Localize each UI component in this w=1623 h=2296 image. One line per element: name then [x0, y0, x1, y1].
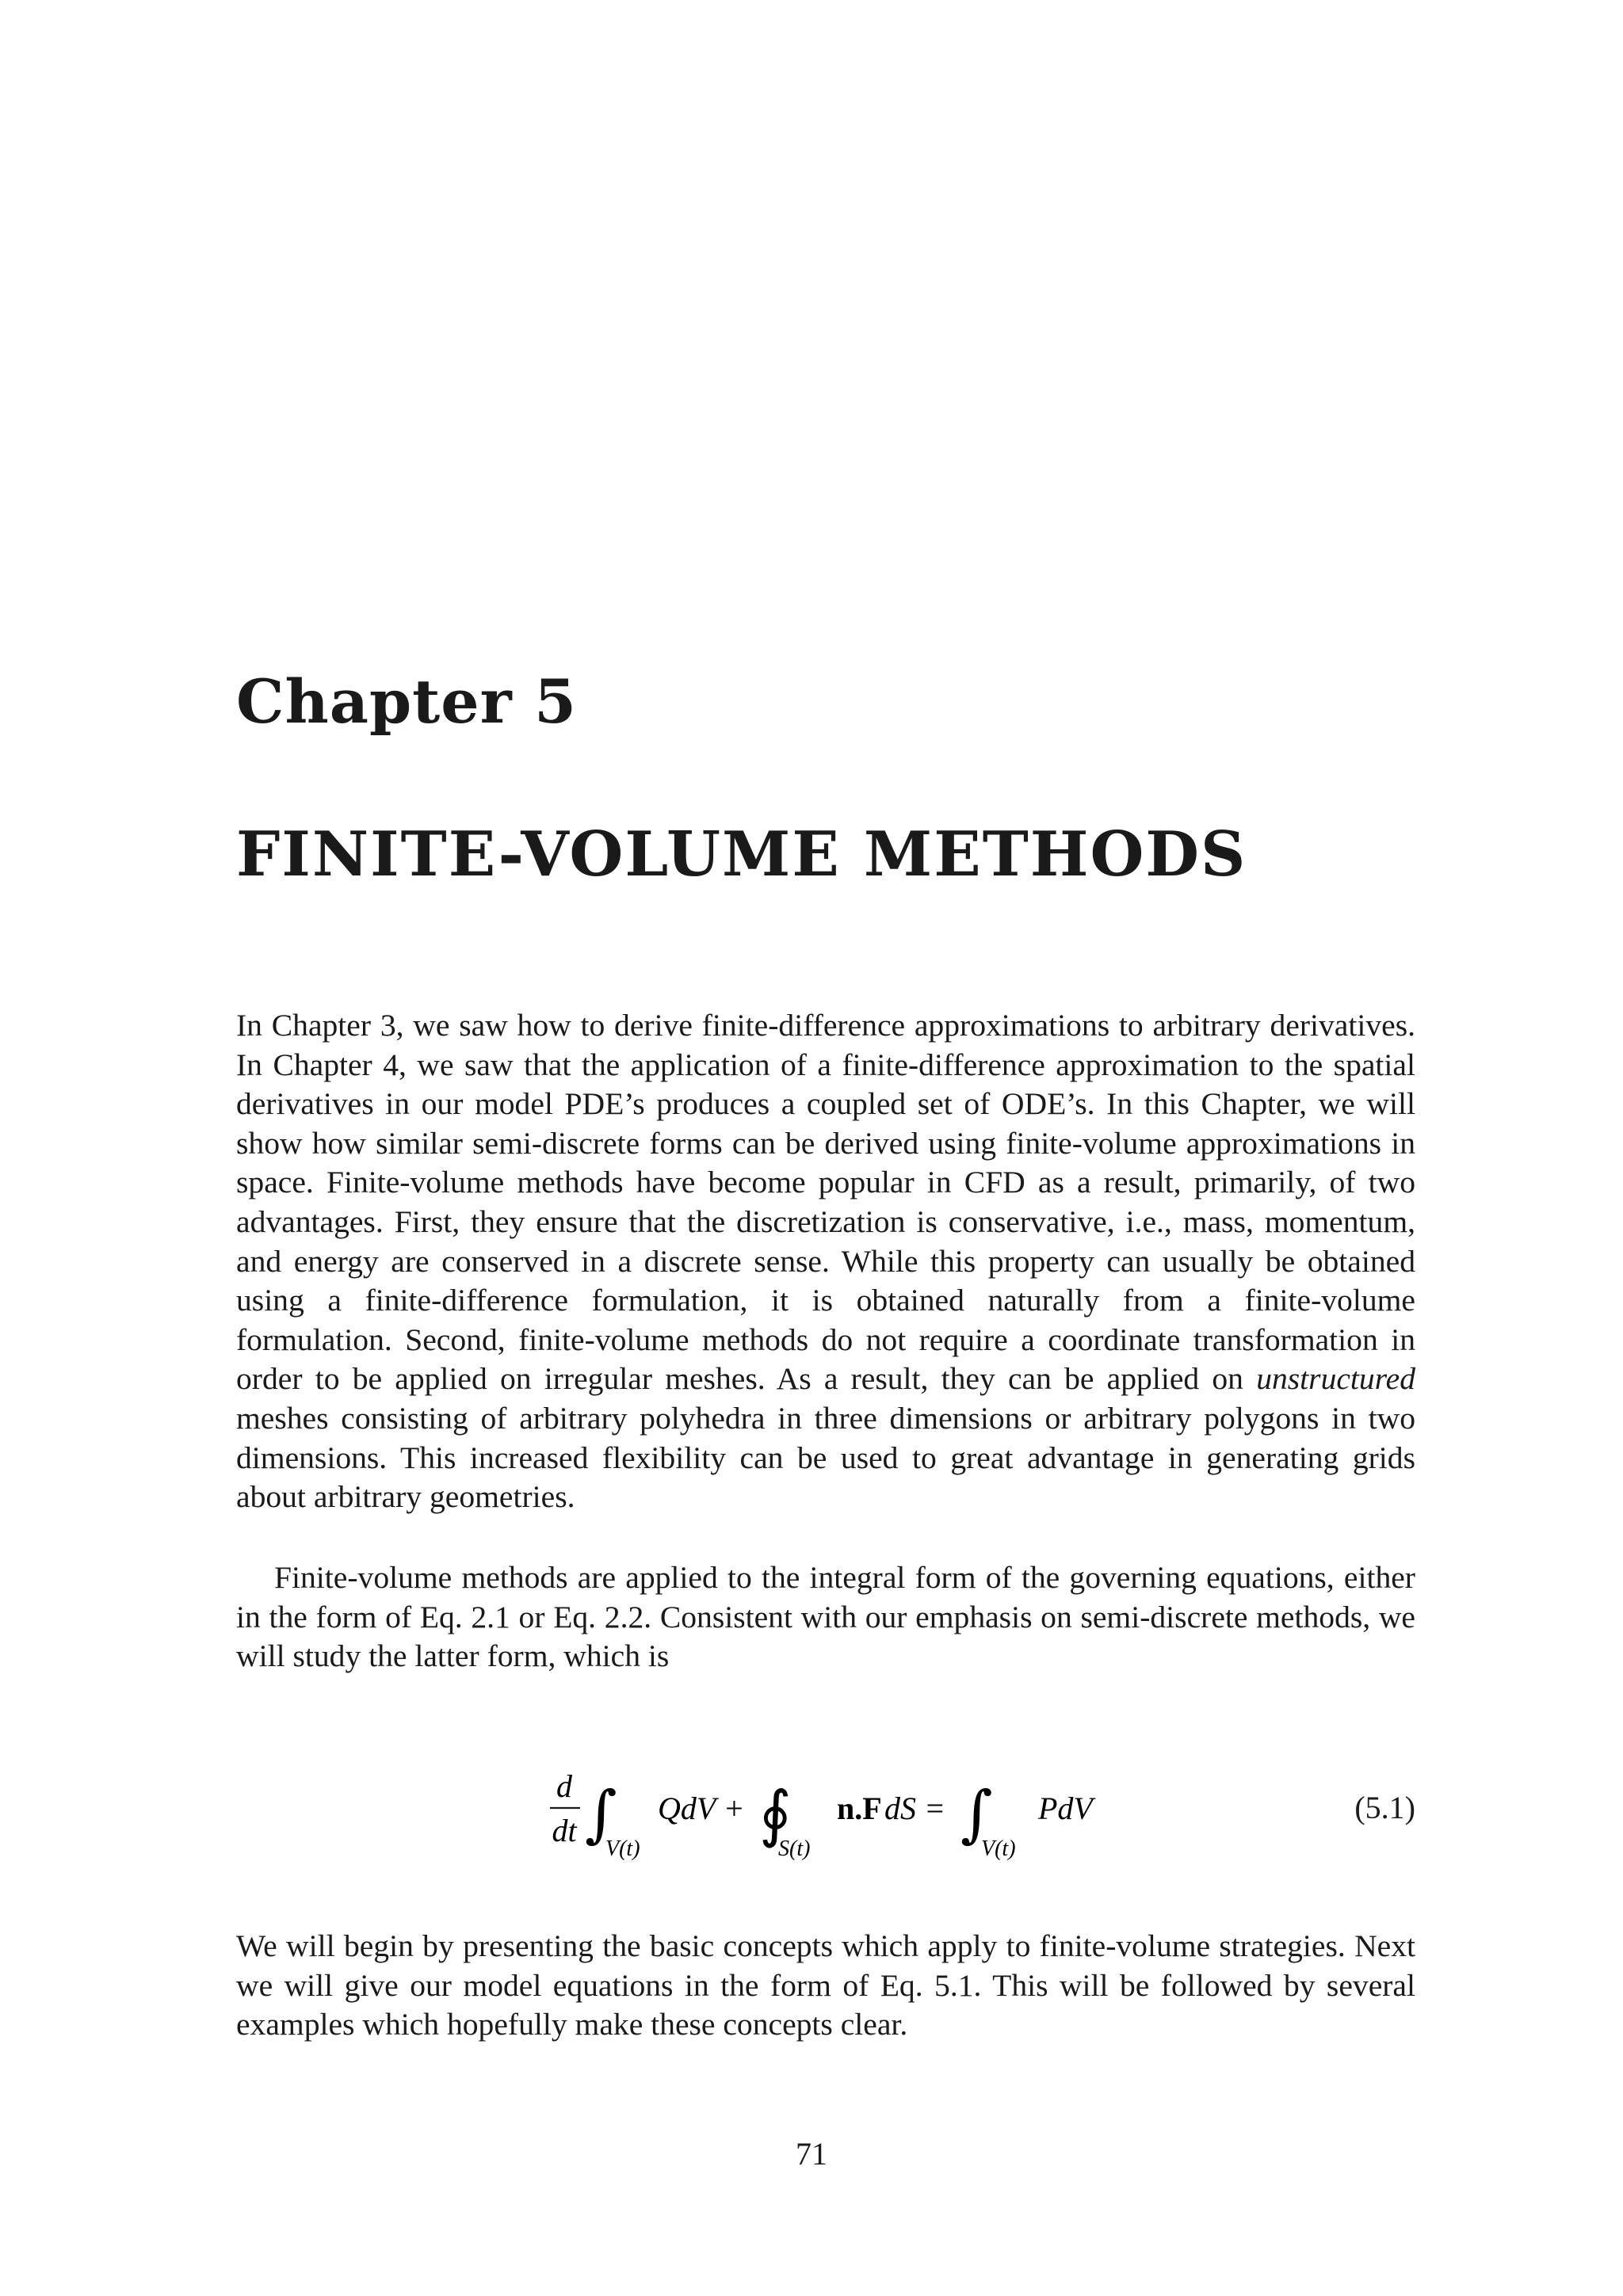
integral-1-subscript: V(t) — [605, 1836, 640, 1861]
chapter-label: Chapter 5 — [236, 666, 577, 737]
integral-2-subscript: V(t) — [981, 1836, 1016, 1861]
equation-number: (5.1) — [1354, 1790, 1415, 1825]
page-number: 71 — [796, 2136, 827, 2172]
equation-body — [523, 1759, 1125, 1870]
term-qdv: QdV + — [658, 1791, 745, 1826]
intro-text-after: meshes consisting of arbitrary polyhedra in three dimensions or arbitrary polygons in two dimensions. This increased flexibility can be used to great advantage in generating grids about arbitrary geometries. — [236, 1400, 1415, 1515]
contour-integral-subscript: S(t) — [778, 1836, 811, 1861]
emphasis-unstructured: unstructured — [1256, 1361, 1415, 1397]
integral-sign-2: ∫ — [960, 1779, 993, 1850]
term-ds: dS = — [884, 1791, 945, 1826]
fraction-denominator: dt — [552, 1813, 577, 1848]
term-pdv: PdV — [1038, 1791, 1093, 1826]
term-nf: n.F — [837, 1791, 882, 1826]
chapter-title: FINITE-VOLUME METHODS — [236, 818, 1247, 891]
integral-form-paragraph: Finite-volume methods are applied to the integral form of the governing equations, either in the form of Eq. 2.1 or Eq. 2.2. Consistent with our emphasis on semi-discrete methods, we will study the latter form, which is — [236, 1560, 1415, 1674]
contour-integral-sign: ∮ — [759, 1779, 792, 1850]
outline-paragraph: We will begin by presenting the basic concepts which apply to finite-volume strategies. Next we will give our model equations in the form of Eq. 5.1. This will be followed by several examples which hopefully make these concepts clear. — [236, 1928, 1415, 2042]
intro-text-before: In Chapter 3, we saw how to derive finite-difference approximations to arbitrary derivatives. In Chapter 4, we saw that the application of a finite-difference approximation to the spatial derivatives in our model PDE’s produces a coupled set of ODE’s. In this Chapter, we will show how similar semi-discrete forms can be derived using finite-volume approximations in space. Finite-volume methods have become popular in CFD as a result, primarily, of two advantages. First, they ensure that the discretization is conservative, i.e., mass, momentum, and energy are conserved in a discrete sense. While this property can usually be obtained using a finite-difference formulation, it is obtained naturally from a finite-volume formulation. Second, finite-volume methods do not require a coordinate transformation in order to be applied on irregular meshes. As a result, they can be applied on — [236, 1008, 1415, 1397]
fraction-numerator: d — [556, 1768, 572, 1804]
integral-sign-1: ∫ — [585, 1779, 617, 1850]
intro-paragraph — [236, 1006, 1415, 1517]
equation-5-1 — [523, 1759, 1415, 1870]
